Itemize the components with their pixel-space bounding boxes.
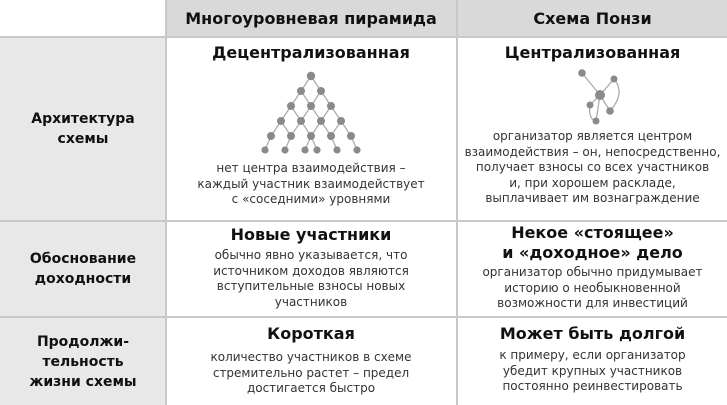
- description-line: выплачивает им вознаграждение: [485, 191, 700, 205]
- cell-title: [458, 223, 727, 263]
- ponzi-central-diagram: [570, 67, 630, 129]
- column-divider: [456, 0, 458, 405]
- column-header-ponzi: Схема Понзи: [458, 0, 727, 37]
- description-line: организатор является центром: [492, 129, 693, 143]
- title-line: и «доходное» дело: [502, 243, 683, 262]
- description-line: нет центра взаимодействия –: [216, 161, 406, 175]
- row-divider: [0, 316, 727, 318]
- cell-description: [458, 265, 727, 312]
- row-label-line: жизни схемы: [29, 373, 137, 390]
- pyramid-architecture-cell: [166, 37, 456, 220]
- description-line: и, при хорошем раскладе,: [509, 175, 676, 190]
- pyramid-lifetime-cell: [166, 318, 456, 405]
- row-divider: [0, 36, 727, 38]
- corner-cell: [0, 0, 166, 37]
- cell-title: Централизованная: [504, 43, 681, 62]
- description-line: постоянно реинвестировать: [502, 379, 683, 393]
- description-line: возможности для инвестиций: [497, 296, 688, 310]
- description-line: стремительно растет – предел: [212, 365, 410, 380]
- description-line: историю о необыкновенной: [504, 280, 681, 295]
- column-divider: [165, 0, 167, 405]
- column-header-pyramid: Многоуровневая пирамида: [166, 0, 456, 37]
- description-line: убедит крупных участников: [502, 363, 683, 378]
- description-line: достигается быстро: [246, 381, 376, 395]
- description-line: взаимодействия – он, непосредственно,: [464, 144, 721, 159]
- description-line: количество участников в схеме: [210, 350, 412, 364]
- cell-description: [166, 161, 456, 208]
- cell-description: [458, 129, 727, 207]
- cell-title: Децентрализованная: [212, 43, 410, 62]
- pyramid-network-diagram: [251, 66, 371, 156]
- description-line: организатор обычно придумывает: [482, 265, 703, 279]
- row-label-line: доходности: [34, 271, 132, 287]
- row-divider: [0, 220, 727, 222]
- ponzi-profitability-cell: [458, 222, 727, 316]
- cell-description: [166, 248, 456, 310]
- cell-description: [166, 350, 456, 397]
- cell-title: Может быть долгой: [499, 324, 686, 343]
- row-label-line: Архитектура: [31, 110, 135, 127]
- description-line: каждый участник взаимодействует: [197, 176, 425, 191]
- description-line: обычно явно указывается, что: [214, 248, 408, 262]
- row-label-line: Продолжи-: [36, 333, 130, 350]
- row-label-line: схемы: [57, 130, 109, 147]
- description-line: с «соседними» уровнями: [231, 192, 391, 206]
- ponzi-architecture-cell: [458, 37, 727, 220]
- description-line: к примеру, если организатор: [499, 348, 686, 362]
- ponzi-lifetime-cell: [458, 318, 727, 405]
- row-label-line: Обоснование: [29, 251, 137, 267]
- cell-title: Новые участники: [230, 225, 392, 244]
- row-header-architecture: [0, 37, 166, 220]
- title-line: Некое «стоящее»: [511, 223, 674, 242]
- description-line: участников: [274, 294, 348, 309]
- description-line: вступительные взносы новых: [216, 279, 406, 293]
- description-line: получает взносы со всех участников: [475, 160, 710, 174]
- row-label-line: тельность: [42, 353, 124, 370]
- pyramid-profitability-cell: [166, 222, 456, 316]
- row-header-profitability: [0, 222, 166, 316]
- row-header-lifetime: [0, 318, 166, 405]
- cell-description: [458, 348, 727, 395]
- cell-title: Короткая: [267, 324, 355, 343]
- description-line: источником доходов являются: [213, 263, 409, 278]
